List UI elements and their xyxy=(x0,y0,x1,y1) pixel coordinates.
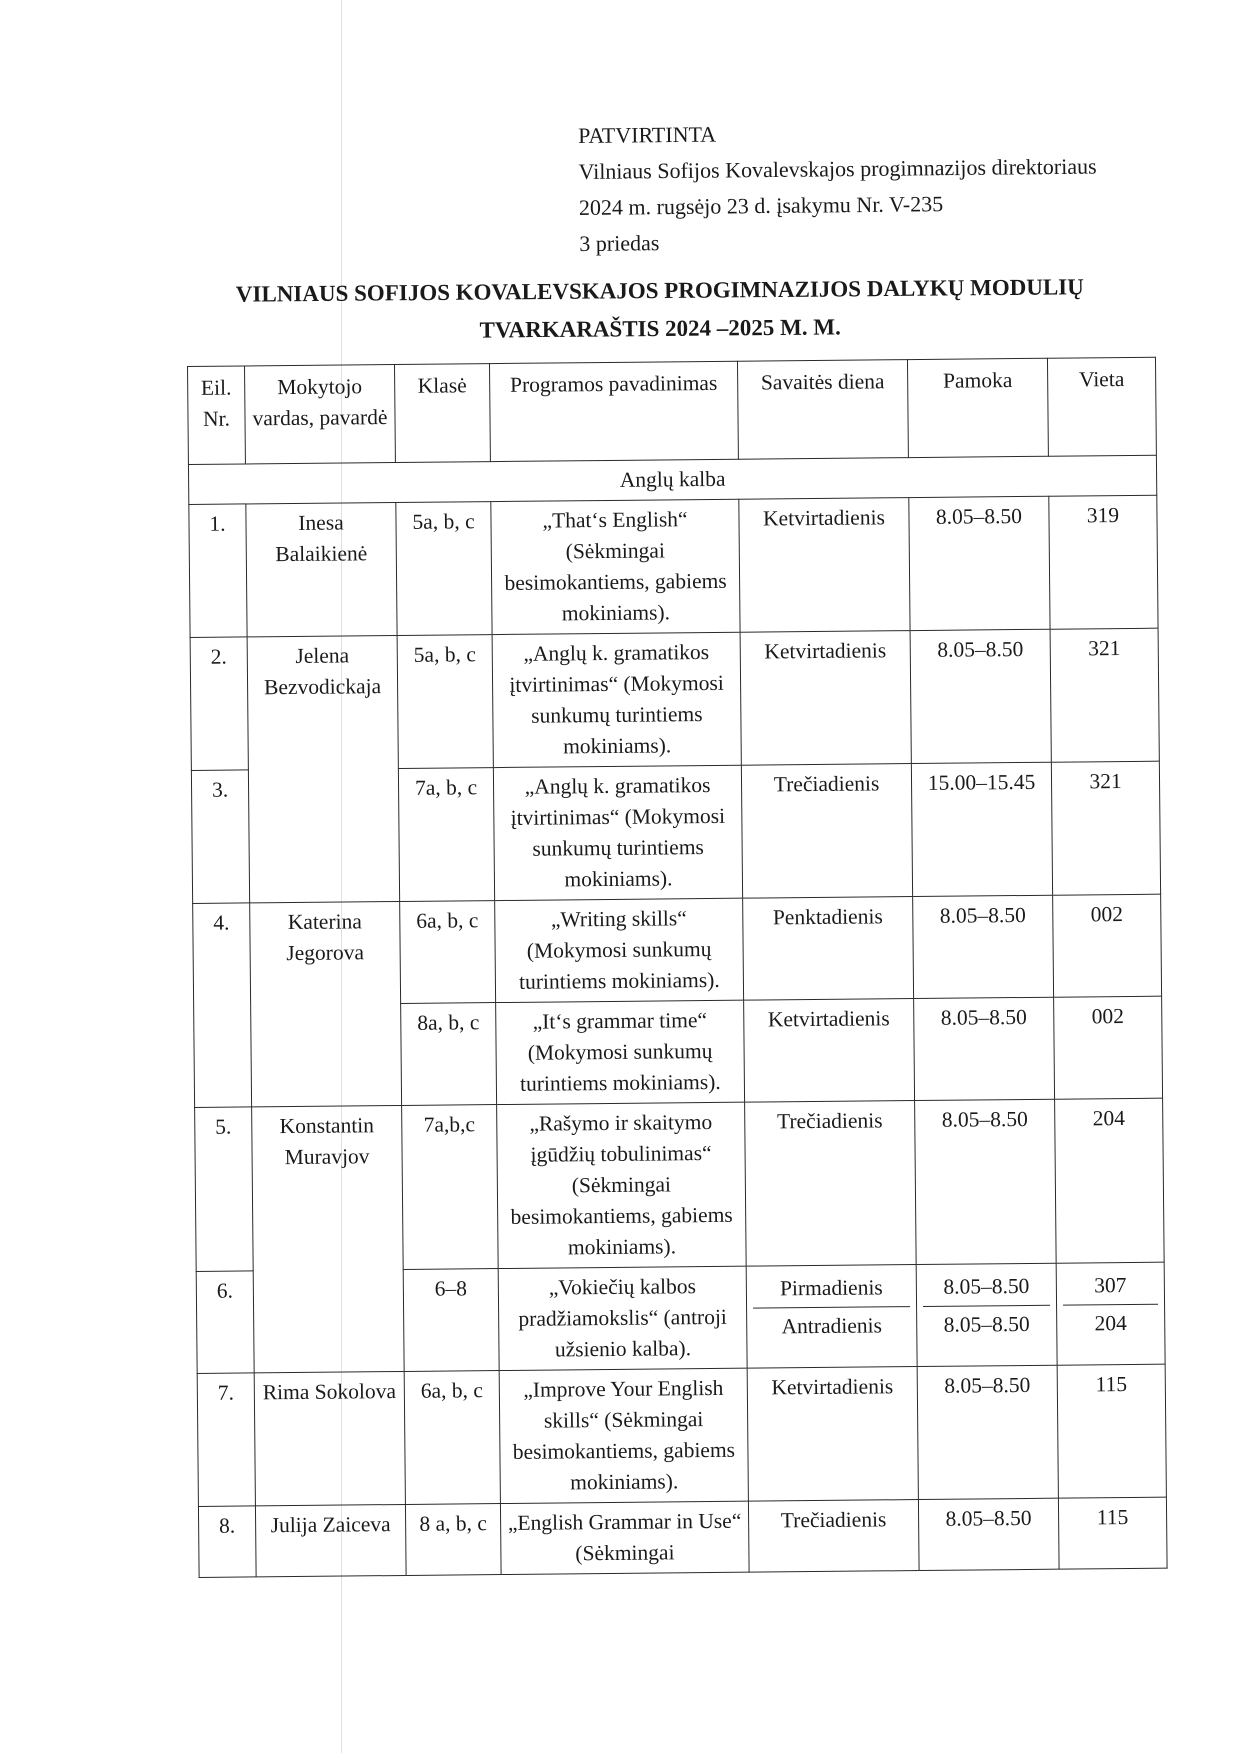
row-place: 321 xyxy=(1051,761,1160,895)
approval-line: 3 priedas xyxy=(579,230,660,256)
row-class: 5a, b, c xyxy=(396,502,492,636)
row-day: Trečiadienis xyxy=(745,1101,917,1267)
row-day: Antradienis xyxy=(753,1306,910,1346)
row-nr: 5. xyxy=(195,1107,254,1272)
row-place: 115 xyxy=(1058,1497,1167,1569)
row-lesson: 8.05–8.50 xyxy=(913,895,1054,998)
row-nr: 3. xyxy=(191,770,249,904)
row-program: „Rašymo ir skaitymo įgūdžių tobulinimas“ (Sėkmingai besimokantiems, gabiems mokiniams). xyxy=(497,1102,747,1268)
row-program: „Writing skills“ (Mokymosi sunkumų turintiems mokiniams). xyxy=(495,898,744,1002)
approval-line: 2024 m. rugsėjo 23 d. įsakymu Nr. V-235 xyxy=(578,191,944,220)
table-row xyxy=(190,628,1159,770)
row-lesson: 15.00–15.45 xyxy=(911,762,1052,896)
row-nr: 6. xyxy=(196,1271,254,1374)
row-teacher: Katerina Jegorova xyxy=(250,901,402,1106)
row-class: 8a, b, c xyxy=(401,1003,497,1106)
table-row xyxy=(189,495,1158,637)
row-day: Ketvirtadienis xyxy=(740,631,911,766)
row-class: 5a, b, c xyxy=(397,635,493,769)
row-program: „It‘s grammar time“ (Mokymosi sunkumų turintiems mokiniams). xyxy=(496,1000,745,1104)
row-lesson: 8.05–8.50 xyxy=(915,1099,1057,1264)
row-place: 002 xyxy=(1053,894,1162,997)
row-program: „Improve Your English skills“ (Sėkmingai besimokantiems, gabiems mokiniams). xyxy=(499,1368,748,1503)
row-teacher: Inesa Balaikienė xyxy=(246,503,397,637)
row-lesson: 8.05–8.50 xyxy=(914,997,1055,1100)
row-lesson: 8.05–8.50 xyxy=(918,1498,1059,1570)
row-teacher: Jelena Bezvodickaja xyxy=(247,635,400,902)
header-row xyxy=(188,357,1157,464)
row-place-split xyxy=(1056,1262,1165,1365)
row-lesson: 8.05–8.50 xyxy=(917,1365,1058,1499)
row-class: 7a, b, c xyxy=(398,768,494,902)
row-program: „English Grammar in Use“ (Sėkmingai xyxy=(500,1501,749,1574)
row-nr: 2. xyxy=(190,637,248,771)
document-title xyxy=(180,268,1141,352)
header-nr: Eil. Nr. xyxy=(188,366,246,465)
row-class: 6–8 xyxy=(403,1269,499,1372)
row-program: „That‘s English“ (Sėkmingai besimokantiems, gabiems mokiniams). xyxy=(491,499,740,634)
row-lesson: 8.05–8.50 xyxy=(923,1305,1050,1344)
row-day: Penktadienis xyxy=(743,897,914,1001)
row-lesson-split xyxy=(916,1263,1057,1366)
row-lesson: 8.05–8.50 xyxy=(943,1273,1030,1299)
row-day-split xyxy=(746,1265,917,1369)
schedule-table xyxy=(187,357,1168,1578)
row-day: Trečiadienis xyxy=(741,764,912,899)
row-nr: 7. xyxy=(197,1373,255,1507)
header-place: Vieta xyxy=(1047,357,1156,456)
row-program: „Anglų k. gramatikos įtvirtinimas“ (Mokymosi sunkumų turintiems mokiniams). xyxy=(492,632,741,767)
header-program: Programos pavadinimas xyxy=(489,361,738,461)
row-lesson: 8.05–8.50 xyxy=(909,496,1050,630)
row-teacher: Julija Zaiceva xyxy=(255,1504,406,1576)
row-place: 115 xyxy=(1057,1364,1166,1498)
row-nr: 4. xyxy=(193,903,252,1108)
title-line: VILNIAUS SOFIJOS KOVALEVSKAJOS PROGIMNAZIJOS DALYKŲ MODULIŲ xyxy=(235,274,1084,307)
header-day: Savaitės diena xyxy=(737,360,908,460)
row-teacher: Konstantin Muravjov xyxy=(252,1105,405,1372)
row-nr: 8. xyxy=(198,1506,256,1578)
table-row xyxy=(197,1364,1166,1506)
approval-line: Vilniaus Sofijos Kovalevskajos progimnazijos direktoriaus xyxy=(578,153,1097,184)
row-place: 204 xyxy=(1063,1304,1158,1343)
row-class: 6a, b, c xyxy=(404,1371,500,1505)
row-place: 319 xyxy=(1049,495,1158,629)
row-class: 7a,b,c xyxy=(402,1105,499,1270)
row-place: 204 xyxy=(1055,1098,1165,1263)
header-teacher: Mokytojo vardas, pavardė xyxy=(245,365,396,464)
row-lesson: 8.05–8.50 xyxy=(910,629,1051,763)
header-class: Klasė xyxy=(394,364,490,463)
row-nr: 1. xyxy=(189,504,247,638)
row-day: Ketvirtadienis xyxy=(739,498,910,633)
title-line: TVARKARAŠTIS 2024 –2025 M. M. xyxy=(479,314,841,343)
approval-line: PATVIRTINTA xyxy=(578,121,717,148)
section-title: Anglų kalba xyxy=(188,455,1156,504)
row-place: 307 xyxy=(1094,1273,1127,1298)
row-day: Ketvirtadienis xyxy=(747,1367,918,1502)
row-day: Pirmadienis xyxy=(779,1275,883,1301)
row-program: „Anglų k. gramatikos įtvirtinimas“ (Mokymosi sunkumų turintiems mokiniams). xyxy=(493,765,742,900)
table-row xyxy=(193,894,1162,1005)
row-day: Ketvirtadienis xyxy=(744,999,915,1103)
row-teacher: Rima Sokolova xyxy=(254,1371,405,1505)
row-place: 321 xyxy=(1050,628,1159,762)
approval-block xyxy=(578,112,1179,262)
table-row xyxy=(198,1497,1167,1577)
row-place: 002 xyxy=(1054,996,1163,1099)
row-class: 6a, b, c xyxy=(400,901,496,1004)
header-lesson: Pamoka xyxy=(907,358,1048,457)
table-row xyxy=(195,1098,1165,1271)
row-day: Trečiadienis xyxy=(748,1500,919,1573)
row-program: „Vokiečių kalbos pradžiamokslis“ (antroji užsienio kalba). xyxy=(498,1266,747,1370)
row-class: 8 a, b, c xyxy=(405,1504,501,1576)
